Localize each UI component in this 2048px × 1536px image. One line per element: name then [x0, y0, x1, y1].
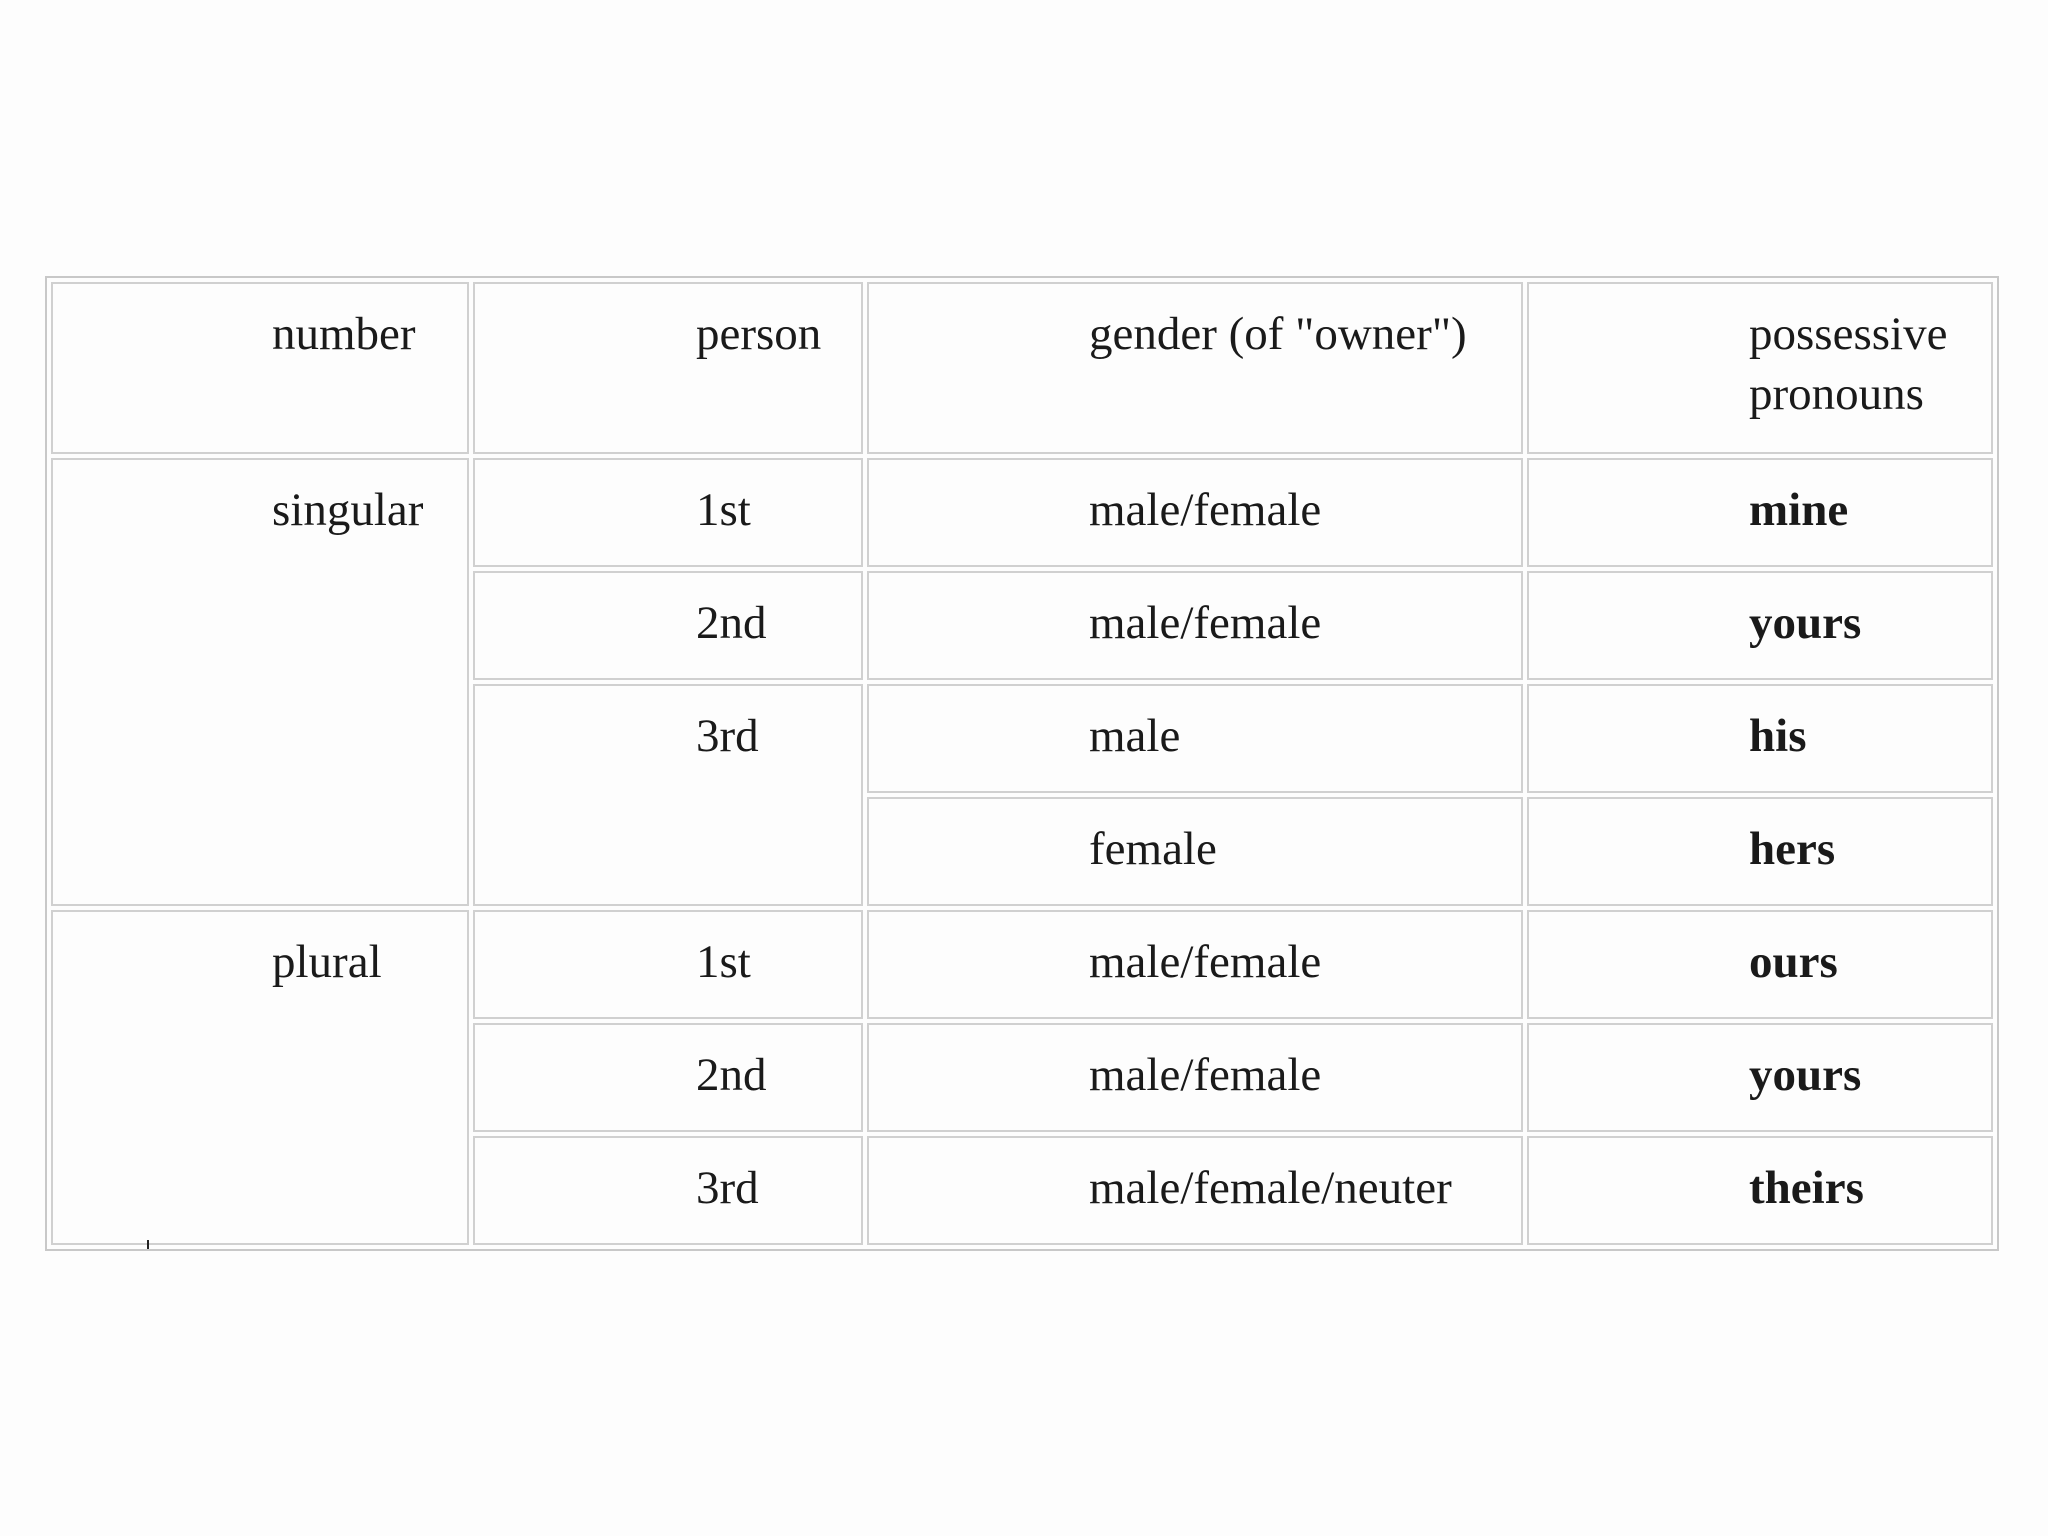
table-header-row [51, 282, 1993, 454]
pronoun-cell: his [1527, 684, 1993, 793]
header-gender: gender (of "owner") [867, 282, 1523, 454]
header-possessive-pronouns: possessive pronouns [1527, 282, 1993, 454]
table-row [51, 458, 1993, 567]
table-row [51, 910, 1993, 1019]
gender-cell: male/female [867, 571, 1523, 680]
number-cell-plural: plural [51, 910, 469, 1245]
gender-cell: male/female [867, 458, 1523, 567]
pronoun-cell: hers [1527, 797, 1993, 906]
possessive-pronouns-table [45, 276, 1999, 1251]
pronoun-cell: ours [1527, 910, 1993, 1019]
header-number: number [51, 282, 469, 454]
pronoun-cell: mine [1527, 458, 1993, 567]
gender-cell: male [867, 684, 1523, 793]
pronoun-cell: theirs [1527, 1136, 1993, 1245]
gender-cell: female [867, 797, 1523, 906]
person-cell: 3rd [473, 1136, 863, 1245]
person-cell: 2nd [473, 571, 863, 680]
pronoun-cell: yours [1527, 1023, 1993, 1132]
person-cell: 3rd [473, 684, 863, 906]
header-person: person [473, 282, 863, 454]
person-cell: 1st [473, 910, 863, 1019]
number-cell-singular: singular [51, 458, 469, 906]
person-cell: 2nd [473, 1023, 863, 1132]
person-cell: 1st [473, 458, 863, 567]
pronoun-cell: yours [1527, 571, 1993, 680]
gender-cell: male/female [867, 910, 1523, 1019]
gender-cell: male/female [867, 1023, 1523, 1132]
gender-cell: male/female/neuter [867, 1136, 1523, 1245]
stray-mark [147, 1240, 149, 1249]
